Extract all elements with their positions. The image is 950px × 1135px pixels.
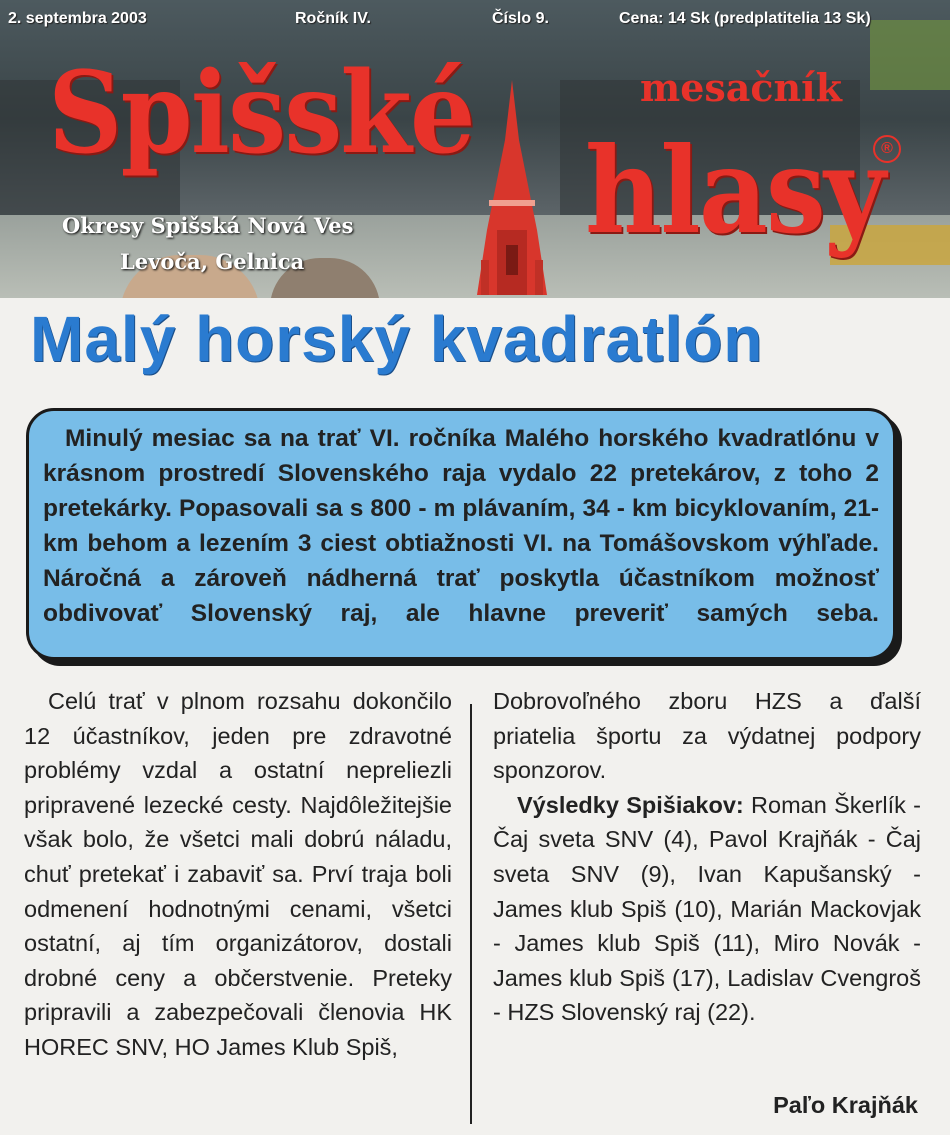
article-column-right <box>493 684 921 1030</box>
regions-subtitle <box>62 208 353 280</box>
logo-word-hlasy: hlasy <box>585 121 884 260</box>
article-intro-box <box>26 408 896 660</box>
issue-info-bar <box>0 0 950 34</box>
results-label: Výsledky Spišiakov: <box>517 791 744 818</box>
registered-mark: ® <box>873 135 901 163</box>
church-spire-icon <box>467 80 557 295</box>
article-intro: Minulý mesiac sa na trať VI. ročníka Malého horského kvadratlónu v krásnom prostredí Slovenského raja vydalo 22 pretekárov, z toho 2 pretekárky. Popasovali sa s 800 - m plávaním, 34 - km bicyklovaním, 21- km behom a lezením 3 ciest obtiažnosti VI. na Tomášovskom výhľade. Náročná a zároveň nádherná trať poskytla účastníkom možnosť obdivovať Slovenský raj, ale hlavne preveriť samých seba. <box>43 425 879 627</box>
article-headline: Malý horský kvadratlón <box>30 303 764 375</box>
article-author: Paľo Krajňák <box>773 1092 918 1118</box>
regions-line: Okresy Spišská Nová Ves <box>62 213 354 238</box>
article-body-left: Celú trať v plnom rozsahu dokončilo 12 účastníkov, jeden pre zdravotné problémy vzdal a ostatní nepreliezli pripravené lezecké cesty. Najdôležitejšie však bolo, že všetci mali dobrú náladu, chuť pretekať i zabaviť sa. Prví traja boli odmenení hodnotnými cenami, všetci ostatní, aj tím organizátorov, dostali drobné ceny a občerstvenie. Preteky pripravili a zabezpečovali členovia HK HOREC SNV, HO James Klub Spiš, <box>24 688 452 1060</box>
frequency-label: mesačník <box>640 65 842 110</box>
masthead <box>0 0 950 298</box>
results-paragraph <box>493 788 921 1030</box>
issue-date: 2. septembra 2003 <box>8 10 147 27</box>
logo-word-spisske: Spišské <box>48 48 474 179</box>
issue-volume: Ročník IV. <box>295 10 371 27</box>
issue-price: Cena: 14 Sk (predplatitelia 13 Sk) <box>619 10 871 27</box>
issue-number: Číslo 9. <box>492 10 549 27</box>
results-text: Roman Škerlík - Čaj sveta SNV (4), Pavol Krajňák - Čaj sveta SNV (9), Ivan Kapušanský - James klub Spiš (10), Marián Mackovjak - James klub Spiš (11), Miro Novák - James klub Spiš (17), Ladislav Cvengroš - HZS Slovenský raj (22). <box>493 791 921 1026</box>
column-divider <box>470 704 472 1124</box>
article-column-left <box>24 684 452 1065</box>
article-body-right: Dobrovoľného zboru HZS a ďalší priatelia športu za výdatnej podpory sponzorov. <box>493 688 921 784</box>
regions-line: Levoča, Gelnica <box>120 249 305 274</box>
